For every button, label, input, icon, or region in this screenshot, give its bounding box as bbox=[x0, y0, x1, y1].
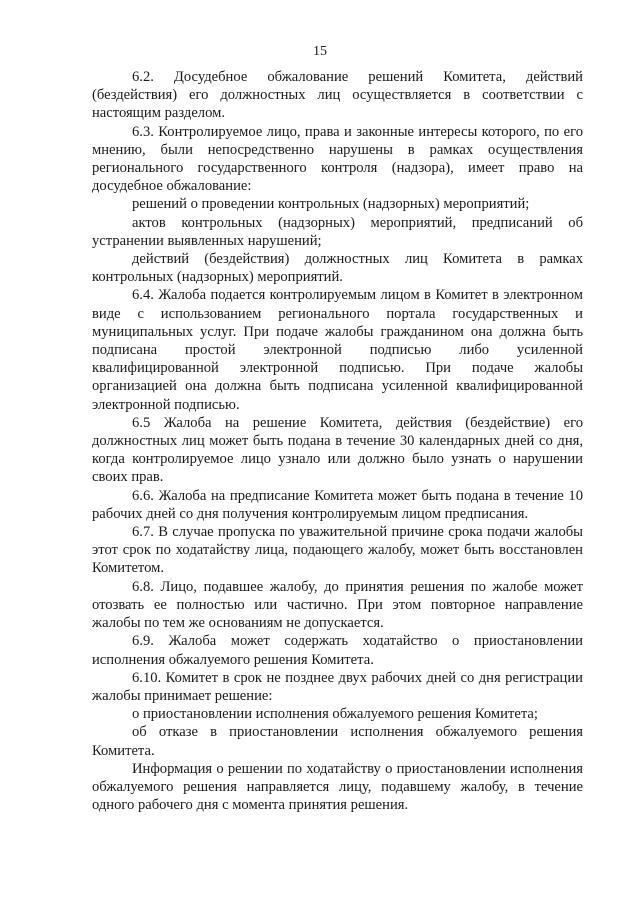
list-item-suspension: о приостановлении исполнения обжалуемого решения Комитета; bbox=[132, 706, 538, 723]
paragraph-6-5: 6.5 Жалоба на решение Комитета, действия (бездействие) его должностных лиц может быть подана в течение 30 календарных дней со дня, когда контролируемое лицо узнало или должно было узнать о нарушении своих прав. bbox=[92, 414, 583, 486]
list-item-actions: действий (бездействия) должностных лиц Комитета в рамках контрольных (надзорных) мероприятий. bbox=[92, 251, 583, 286]
paragraph-information: Информация о решении по ходатайству о приостановлении исполнения обжалуемого решения направляется лицу, подавшему жалобу, в течение одного рабочего дня с момента принятия решения. bbox=[92, 760, 583, 814]
paragraph-6-9: 6.9. Жалоба может содержать ходатайство о приостановлении исполнения обжалуемого решения Комитета. bbox=[92, 633, 583, 668]
paragraph-6-10: 6.10. Комитет в срок не позднее двух рабочих дней со дня регистрации жалобы принимает решение: bbox=[92, 669, 583, 704]
list-item-refusal: об отказе в приостановлении исполнения обжалуемого решения Комитета. bbox=[92, 724, 583, 759]
page-number: 15 bbox=[313, 44, 327, 59]
document-body bbox=[92, 68, 583, 814]
paragraph-6-6: 6.6. Жалоба на предписание Комитета может быть подана в течение 10 рабочих дней со дня получения контролируемым лицом предписания. bbox=[92, 487, 583, 522]
paragraph-6-2: 6.2. Досудебное обжалование решений Комитета, действий (бездействия) его должностных лиц осуществляется в соответствии с настоящим разделом. bbox=[92, 69, 583, 122]
paragraph-6-7: 6.7. В случае пропуска по уважительной причине срока подачи жалобы этот срок по ходатайству лица, подающего жалобу, может быть восстановлен Комитетом. bbox=[92, 524, 583, 577]
paragraph-6-3: 6.3. Контролируемое лицо, права и законные интересы которого, по его мнению, были непосредственно нарушены в рамках осуществления регионального государственного контроля (надзора), имеет право на досудебное обжалование: bbox=[92, 123, 583, 195]
paragraph-6-4: 6.4. Жалоба подается контролируемым лицом в Комитет в электронном виде с использованием регионального портала государственных и муниципальных услуг. При подаче жалобы гражданином она должна быть подписана простой электронной подписью либо усиленной квалифицированной электронной подписью. При подаче жалобы организацией она должна быть подписана усиленной квалифицированной электронной подписью. bbox=[92, 287, 583, 413]
paragraph-6-8: 6.8. Лицо, подавшее жалобу, до принятия решения по жалобе может отозвать ее полностью или частично. При этом повторное направление жалобы по тем же основаниям не допускается. bbox=[92, 578, 583, 632]
list-item-acts: актов контрольных (надзорных) мероприятий, предписаний об устранении выявленных нарушений; bbox=[92, 214, 583, 249]
list-item-decisions: решений о проведении контрольных (надзорных) мероприятий; bbox=[132, 196, 530, 213]
